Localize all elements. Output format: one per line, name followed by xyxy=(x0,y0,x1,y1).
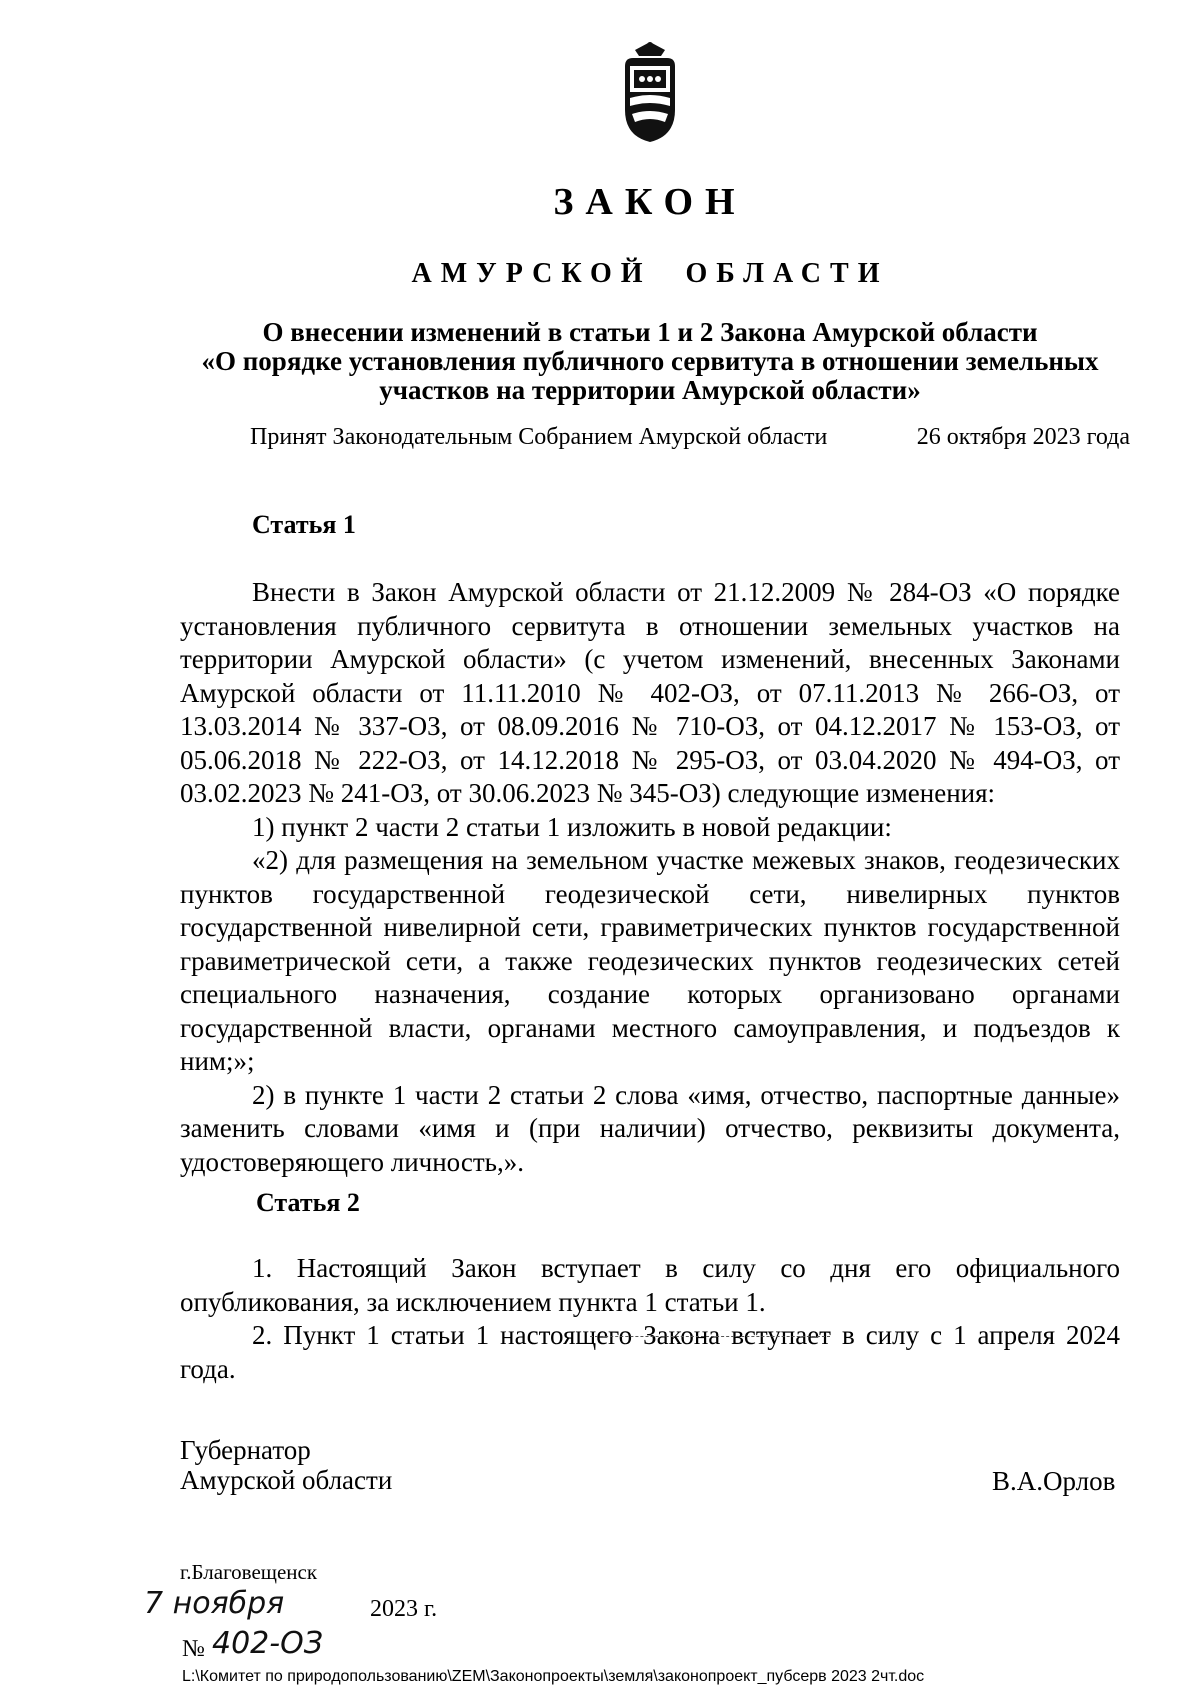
article-1-body xyxy=(180,576,1120,1179)
number-mark: № xyxy=(182,1636,205,1662)
position-line: Губернатор xyxy=(180,1435,311,1465)
handwritten-number: 402-ОЗ xyxy=(212,1626,323,1661)
article-1-title: Статья 1 xyxy=(252,510,356,539)
divider xyxy=(590,1336,830,1339)
article-2-paragraph: 2. Пункт 1 статьи 1 настоящего Закона вступает в силу с 1 апреля 2024 года. xyxy=(180,1320,1120,1384)
coat-of-arms-icon xyxy=(621,40,679,144)
handwritten-date: 7 ноября xyxy=(144,1586,285,1621)
year: 2023 г. xyxy=(370,1596,438,1622)
law-heading-line: «О порядке установления публичного сервитута в отношении земельных xyxy=(201,346,1099,376)
document-subtitle: АМУРСКОЙ ОБЛАСТИ xyxy=(411,258,889,289)
adopted-date: 26 октября 2023 года xyxy=(916,424,1130,450)
position-line: Амурской области xyxy=(180,1465,393,1495)
document-title: ЗАКОН xyxy=(553,181,747,223)
city: г.Благовещенск xyxy=(180,1560,318,1584)
signatory-name: В.А.Орлов xyxy=(992,1466,1116,1496)
article-2-title: Статья 2 xyxy=(256,1188,360,1217)
law-heading-line: участков на территории Амурской области» xyxy=(379,375,921,405)
article-1-paragraph: 1) пункт 2 части 2 статьи 1 изложить в новой редакции: xyxy=(252,811,892,842)
adoption-line xyxy=(250,424,1130,451)
adopted-by: Принят Законодательным Собранием Амурской области xyxy=(250,424,828,450)
file-path: L:\Комитет по природопользованию\ZEM\Законопроекты\земля\законопроект_пубсерв 2023 2чт.doc xyxy=(182,1668,925,1685)
article-2-body xyxy=(180,1252,1120,1386)
signatory-position xyxy=(180,1435,392,1495)
article-1-paragraph: Внести в Закон Амурской области от 21.12.2009 № 284-ОЗ «О порядке установления публичного сервитута в отношении земельных участков на территории Амурской области» (с учетом изменений, внесенных Законами Амурской области от 11.11.2010 № 402-ОЗ, от 07.11.2013 № 266-ОЗ, от 13.03.2014 № 337-ОЗ, от 08.09.2016 № 710-ОЗ, от 04.12.2017 № 153-ОЗ, от 05.06.2018 № 222-ОЗ, от 14.12.2018 № 295-ОЗ, от 03.04.2020 № 494-ОЗ, от 03.02.2023 № 241-ОЗ, от 30.06.2023 № 345-ОЗ) следующие изменения: xyxy=(180,577,1120,808)
law-heading-line: О внесении изменений в статьи 1 и 2 Закона Амурской области xyxy=(262,317,1038,347)
law-heading xyxy=(160,318,1140,405)
article-2-paragraph: 1. Настоящий Закон вступает в силу со дня его официального опубликования, за исключением пункта 1 статьи 1. xyxy=(180,1253,1120,1317)
article-1-paragraph: 2) в пункте 1 части 2 статьи 2 слова «имя, отчество, паспортные данные» заменить словами «имя и (при наличии) отчество, реквизиты документа, удостоверяющего личность,». xyxy=(180,1079,1120,1177)
article-1-paragraph: «2) для размещения на земельном участке межевых знаков, геодезических пунктов государственной геодезической сети, нивелирных пунктов государственной нивелирной сети, гравиметрических пунктов государственной гравиметрической сети, а также геодезических пунктов геодезических сетей специального назначения, создание которых организовано органами государственной власти, органами местного самоуправления, и подъездов к ним;»; xyxy=(180,845,1120,1076)
